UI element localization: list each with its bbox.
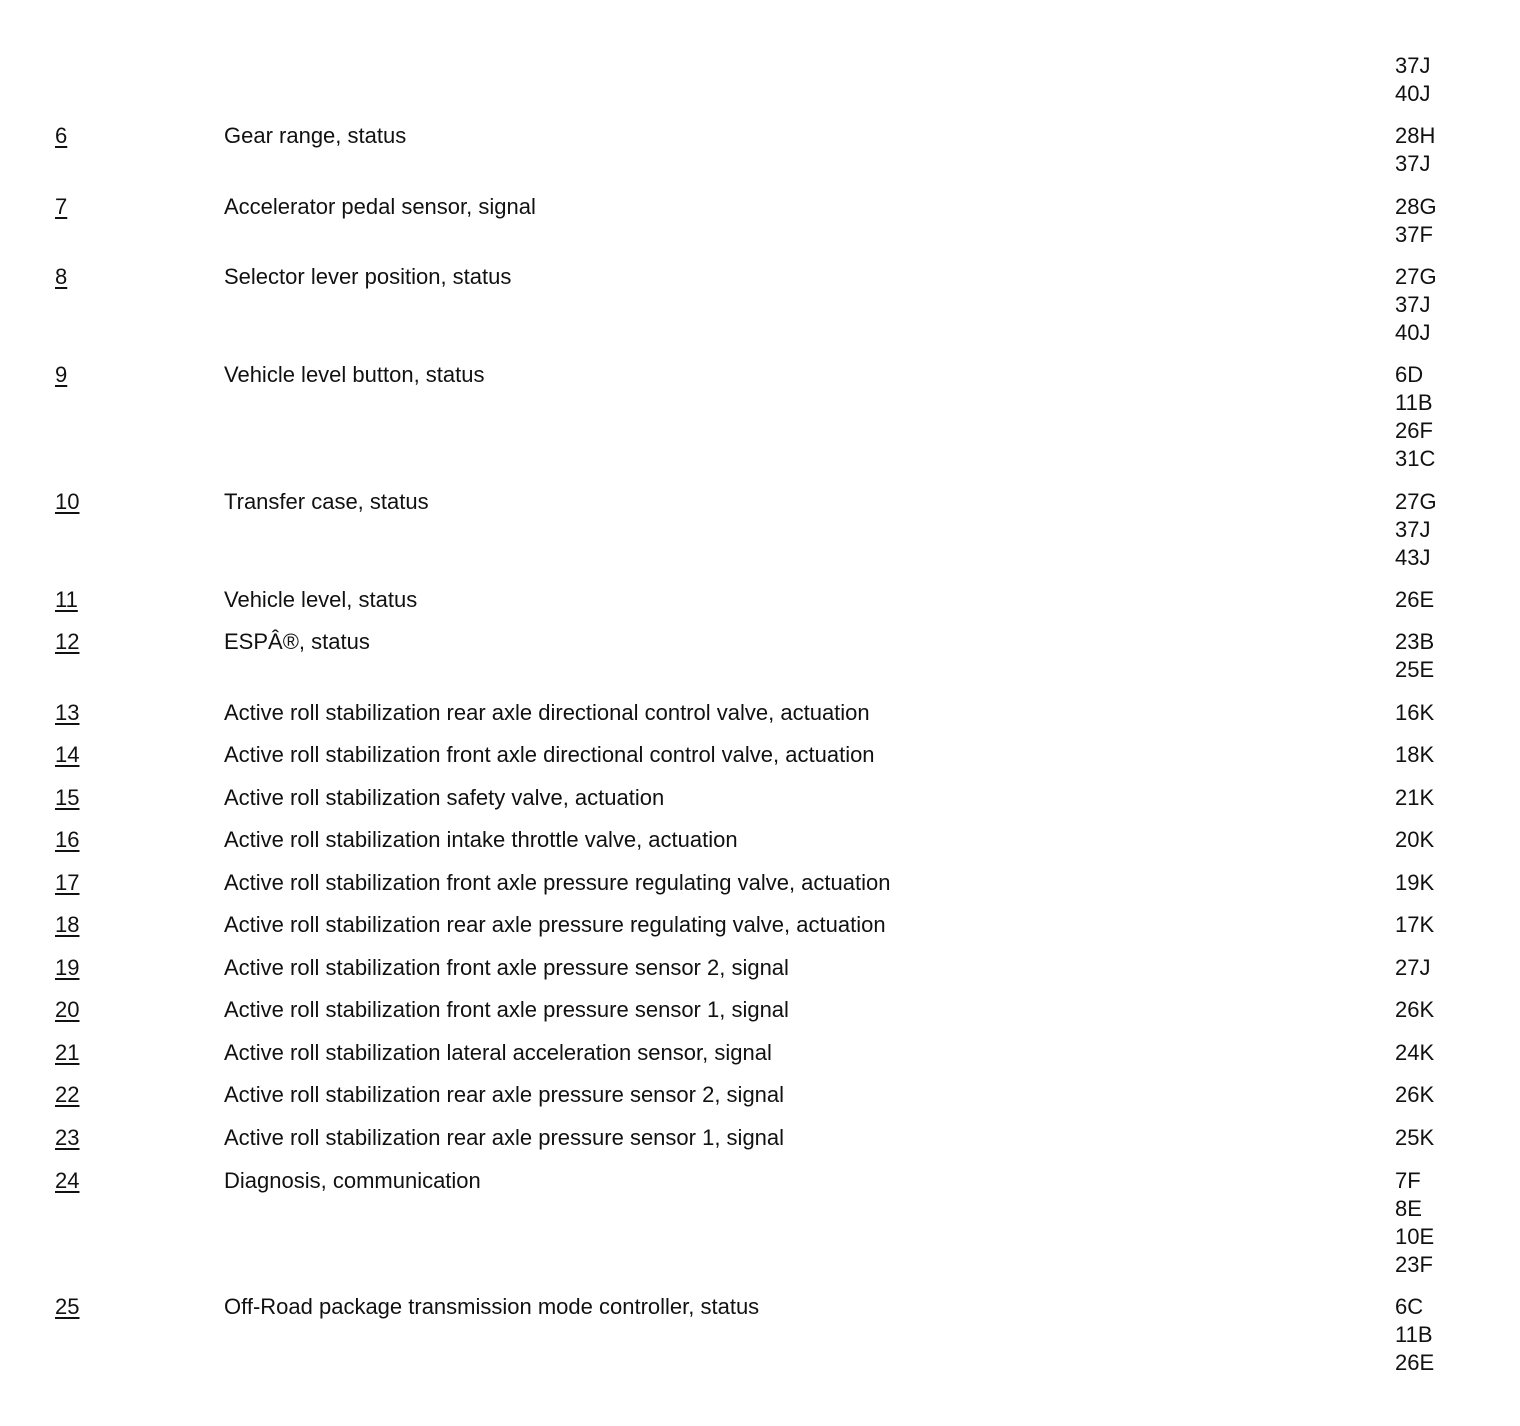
grid-codes [1395, 869, 1434, 897]
code: 24K [1395, 1040, 1435, 1065]
code: 28H [1395, 123, 1436, 148]
code: 37J [1395, 517, 1431, 542]
code: 43J [1395, 545, 1431, 570]
grid-codes [1395, 784, 1434, 812]
grid-codes [1395, 263, 1437, 347]
code: 27G [1395, 489, 1437, 514]
item-number-link[interactable]: 24 [55, 1168, 80, 1193]
code: 28G [1395, 194, 1437, 219]
code: 40J [1395, 320, 1431, 345]
grid-codes [1395, 741, 1434, 769]
grid-codes [1395, 122, 1435, 178]
code: 27G [1395, 264, 1437, 289]
item-number-link[interactable]: 16 [55, 827, 80, 852]
item-number-link[interactable]: 22 [55, 1082, 80, 1107]
item-description: Active roll stabilization front axle directional control valve, actuation [224, 742, 875, 767]
item-description: Gear range, status [224, 123, 407, 148]
code: 10E [1395, 1224, 1435, 1249]
grid-codes [1395, 826, 1434, 854]
item-description: Diagnosis, communication [224, 1168, 481, 1193]
item-description: Active roll stabilization rear axle pressure sensor 1, signal [224, 1125, 785, 1150]
item-number-link[interactable]: 6 [55, 123, 68, 148]
item-number-link[interactable]: 19 [55, 955, 80, 980]
item-number-link[interactable]: 14 [55, 742, 80, 767]
item-number-link[interactable]: 9 [55, 362, 68, 387]
item-number-link[interactable]: 15 [55, 785, 80, 810]
item-description: Off-Road package transmission mode controller, status [224, 1294, 760, 1319]
code: 25E [1395, 657, 1435, 682]
item-number-link[interactable]: 17 [55, 870, 80, 895]
item-description: Active roll stabilization intake throttle valve, actuation [224, 827, 738, 852]
grid-codes [1395, 1039, 1434, 1067]
item-number-link[interactable]: 7 [55, 194, 68, 219]
item-number-link[interactable]: 10 [55, 489, 80, 514]
item-description: Active roll stabilization rear axle pressure regulating valve, actuation [224, 912, 886, 937]
item-number-link[interactable]: 23 [55, 1125, 80, 1150]
continued-codes [1395, 52, 1430, 108]
item-description: Selector lever position, status [224, 264, 512, 289]
item-description: Active roll stabilization rear axle pressure sensor 2, signal [224, 1082, 785, 1107]
code: 16K [1395, 700, 1435, 725]
code: 21K [1395, 785, 1435, 810]
code: 27J [1395, 955, 1431, 980]
grid-codes [1395, 1293, 1434, 1377]
code: 7F [1395, 1168, 1421, 1193]
code: 8E [1395, 1196, 1422, 1221]
item-description: Transfer case, status [224, 489, 429, 514]
code: 11B [1395, 390, 1433, 415]
grid-codes [1395, 488, 1437, 572]
item-description: Active roll stabilization front axle pressure sensor 1, signal [224, 997, 789, 1022]
code: 37J [1395, 292, 1431, 317]
code: 26K [1395, 1082, 1435, 1107]
grid-codes [1395, 1124, 1434, 1152]
code: 26K [1395, 997, 1435, 1022]
item-description: Vehicle level, status [224, 587, 418, 612]
code: 18K [1395, 742, 1435, 767]
grid-codes [1395, 996, 1434, 1024]
code: 31C [1395, 446, 1436, 471]
code: 23F [1395, 1252, 1433, 1277]
code: 37J [1395, 53, 1431, 78]
grid-codes [1395, 1081, 1434, 1109]
item-number-link[interactable]: 21 [55, 1040, 80, 1065]
grid-codes [1395, 911, 1434, 939]
item-description: ESPÂ®, status [224, 629, 370, 654]
item-description: Active roll stabilization rear axle directional control valve, actuation [224, 700, 870, 725]
grid-codes [1395, 586, 1434, 614]
code: 25K [1395, 1125, 1435, 1150]
item-number-link[interactable]: 20 [55, 997, 80, 1022]
item-description: Active roll stabilization front axle pressure regulating valve, actuation [224, 870, 891, 895]
item-number-link[interactable]: 13 [55, 700, 80, 725]
grid-codes [1395, 628, 1434, 684]
code: 26E [1395, 1350, 1435, 1375]
code: 6D [1395, 362, 1424, 387]
grid-codes [1395, 954, 1430, 982]
code: 20K [1395, 827, 1435, 852]
item-description: Active roll stabilization front axle pressure sensor 2, signal [224, 955, 789, 980]
code: 6C [1395, 1294, 1424, 1319]
item-number-link[interactable]: 11 [55, 587, 78, 612]
code: 37J [1395, 151, 1431, 176]
grid-codes [1395, 699, 1434, 727]
code: 26E [1395, 587, 1435, 612]
grid-codes [1395, 193, 1437, 249]
item-number-link[interactable]: 18 [55, 912, 80, 937]
item-number-link[interactable]: 25 [55, 1294, 80, 1319]
code: 23B [1395, 629, 1435, 654]
item-number-link[interactable]: 8 [55, 264, 68, 289]
code: 17K [1395, 912, 1435, 937]
item-description: Vehicle level button, status [224, 362, 485, 387]
item-number-link[interactable]: 12 [55, 629, 80, 654]
code: 26F [1395, 418, 1433, 443]
grid-codes [1395, 361, 1435, 473]
grid-codes [1395, 1167, 1434, 1279]
code: 37F [1395, 222, 1433, 247]
code: 40J [1395, 81, 1431, 106]
item-description: Active roll stabilization lateral acceleration sensor, signal [224, 1040, 772, 1065]
item-description: Active roll stabilization safety valve, actuation [224, 785, 665, 810]
code: 11B [1395, 1322, 1433, 1347]
item-description: Accelerator pedal sensor, signal [224, 194, 536, 219]
code: 19K [1395, 870, 1435, 895]
